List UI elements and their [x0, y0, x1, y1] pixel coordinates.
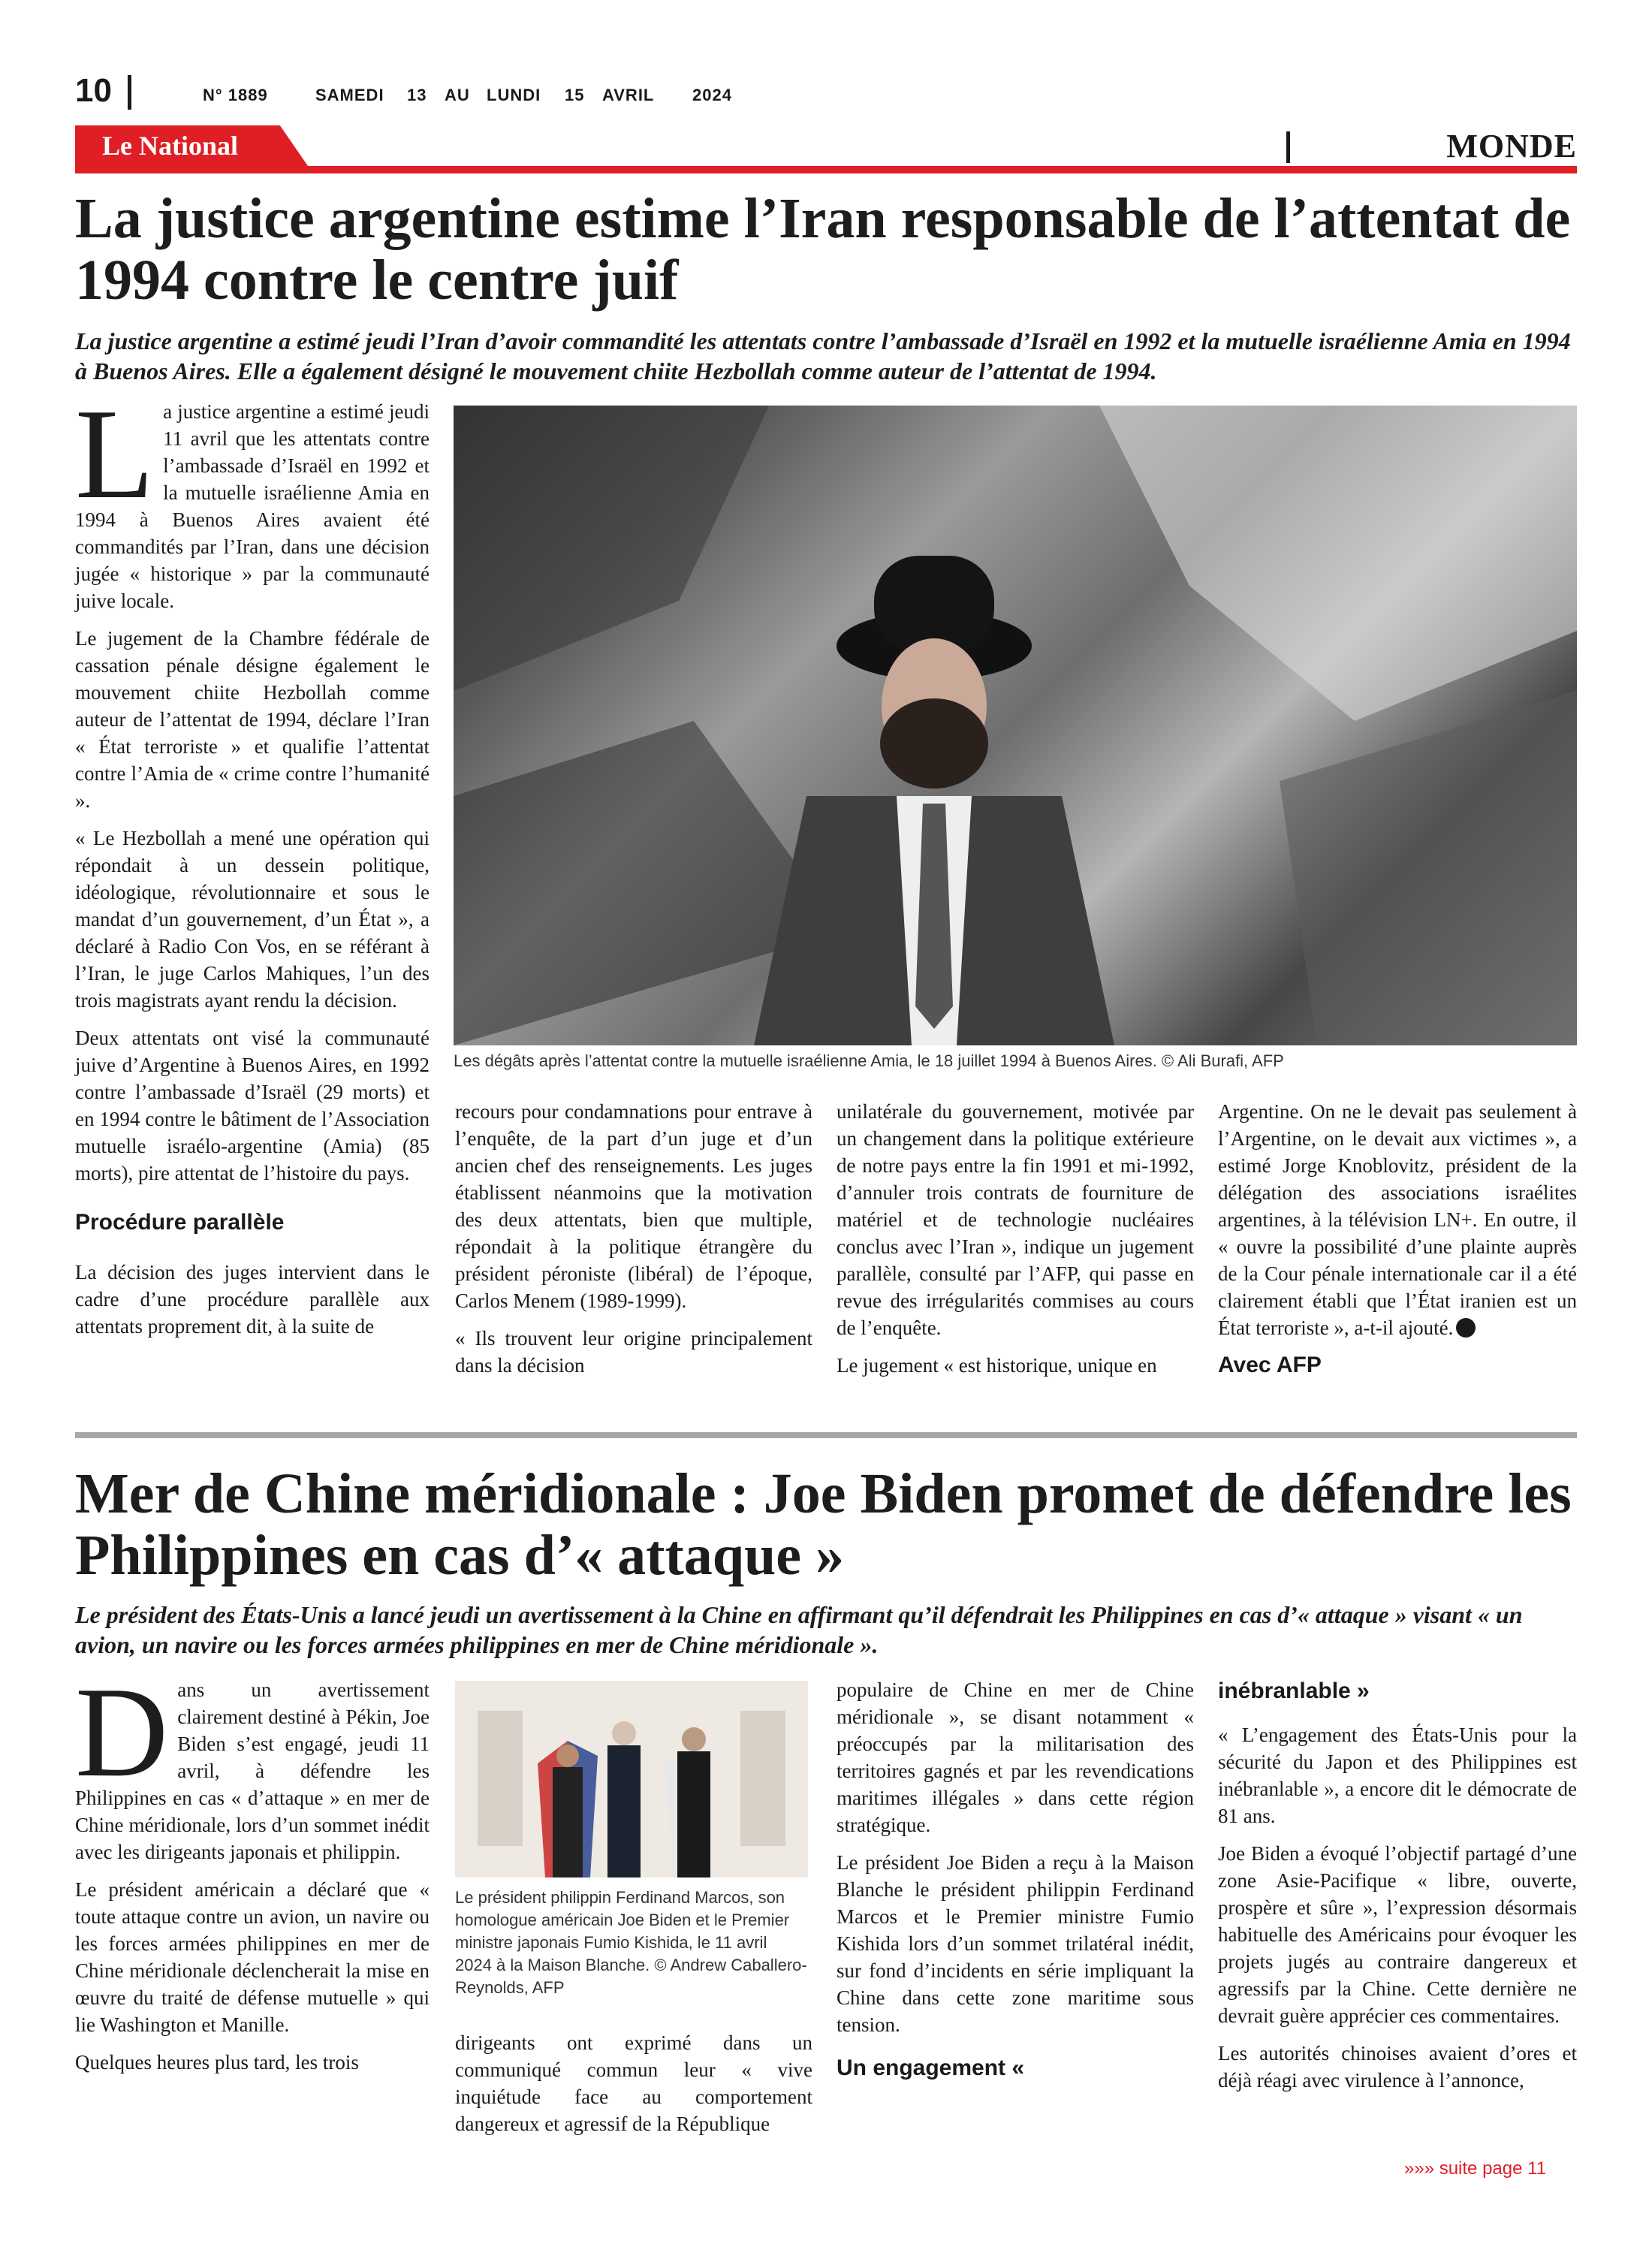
date-day1: SAMEDI	[315, 86, 384, 104]
article1-paragraph: Le jugement « est historique, unique en	[837, 1354, 1157, 1377]
article1-paragraph: « Le Hezbollah a mené une opération qui répondait à un dessein politique, idéologique, révolutionnaire et sous le mandat d’un gouvernement, d’un État », a déclaré à Radio Con Vos, en se référant à l’Iran, le juge Carlos Mahiques, l’un des trois magistrats ayant rendu la décision.	[75, 827, 430, 1012]
section-name: MONDE	[1446, 128, 1577, 164]
rubric-divider	[1286, 131, 1290, 163]
article1-paragraph: recours pour condamnations pour entrave à l’enquête, de la part d’un juge et d’un ancien chef des renseignements. Les juges établissent néanmoins que la motivation des deux attentats, bien que multiple, répondait à la politique étrangère du président péroniste (libéral) de l’époque, Carlos Menem (1989-1999).	[455, 1100, 812, 1312]
rubble-scene-image	[454, 406, 1577, 1045]
article-separator	[75, 1432, 1577, 1438]
article2-lede: Le président des États-Unis a lancé jeudi un avertissement à la Chine en affirmant qu’il défendrait les Philippines en cas d’« attaque » visant « un avion, un navire ou les forces armées philippines en mer de Chine méridionale ».	[75, 1601, 1523, 1658]
article2-title: Mer de Chine méridionale : Joe Biden promet de défendre les Philippines en cas d’« attaque »	[75, 1462, 1572, 1587]
article1-dropcap: L	[75, 383, 155, 526]
article2-paragraph: populaire de Chine en mer de Chine méridionale », se disant notamment « préoccupés par la militarisation des territoires gagnés et par les revendications maritimes illégales » dans cette région stratégique.	[837, 1678, 1194, 1836]
article2-paragraph: Joe Biden a évoqué l’objectif partagé d’une zone Asie-Pacifique « libre, ouverte, prospère et sûre », l’expression désormais habituelle des Américains pour évoquer les projets jugés au contraire dangereux et agressifs par la Chine. Cette dernière ne devrait guère apprécier ces commentaires.	[1218, 1842, 1577, 2027]
header-red-rule	[75, 166, 1577, 173]
article1-title: La justice argentine estime l’Iran responsable de l’attentat de 1994 contre le centre juif	[75, 187, 1571, 312]
article1-photo	[454, 406, 1577, 1045]
end-of-article-mark	[1456, 1318, 1476, 1338]
article2-title-block	[75, 1463, 1577, 1586]
section-band	[75, 125, 1577, 176]
article1-paragraph: La décision des juges intervient dans le cadre d’une procédure parallèle aux attentats proprement dit, à la suite de	[75, 1261, 430, 1338]
article2-paragraph: « L’engagement des États-Unis pour la sécurité du Japon et des Philippines est inébranlable », a encore dit le démocrate de 81 ans.	[1218, 1724, 1577, 1827]
article1-photo-caption: Les dégâts après l’attentat contre la mutuelle israélienne Amia, le 18 juillet 1994 à Buenos Aires. © Ali Burafi, AFP	[454, 1051, 1284, 1070]
article1-subheading: Procédure parallèle	[75, 1210, 285, 1235]
article2-photo	[455, 1681, 808, 1878]
page-number: 10	[75, 72, 112, 109]
article2-photo-caption: Le président philippin Ferdinand Marcos, son homologue américain Joe Biden et le Premier ministre japonais Fumio Kishida, le 11 avril 2024 à la Maison Blanche. © Andrew Caballero-Reynolds, AFP	[455, 1888, 807, 1997]
article2-paragraph: Les autorités chinoises avaient d’ores et déjà réagi avec virulence à l’annonce,	[1218, 2042, 1577, 2092]
brand-logo: Le National	[102, 131, 239, 161]
article1-paragraph: « Ils trouvent leur origine principalement dans la décision	[455, 1327, 812, 1377]
date-year: 2024	[692, 86, 732, 104]
article2-dropcap: D	[75, 1661, 169, 1804]
article2-column-4	[1218, 1676, 1577, 2104]
article2-paragraph: dirigeants ont exprimé dans un communiqué commun leur « vive inquiétude face au comportement dangereux et agressif de la République	[455, 2031, 812, 2135]
article2-paragraph: Le président Joe Biden a reçu à la Maison Blanche le président philippin Ferdinand Marcos et le Premier ministre Fumio Kishida lors d’un sommet trilatéral inédit, sur fond d’incidents en série impliquant la Chine dans cette zone maritime sous tension.	[837, 1851, 1194, 2036]
article2-column-1	[75, 1661, 430, 2086]
date-au: AU	[445, 86, 470, 104]
article1-lede: La justice argentine a estimé jeudi l’Iran d’avoir commandité les attentats contre l’ambassade d’Israël en 1992 et la mutuelle israélienne Amia en 1994 à Buenos Aires. Elle a également désigné le mouvement chiite Hezbollah comme auteur de l’attentat de 1994.	[75, 327, 1571, 385]
article2-column-2	[455, 2029, 812, 2148]
article2-subheading: inébranlable »	[1218, 1678, 1370, 1703]
article1-paragraph: Argentine. On ne le devait pas seulement à l’Argentine, on le devait aux victimes », a estimé Jorge Knoblovitz, président de la délégation des associations israélites argentines, à la télévision LN+. En outre, il « ouvre la possibilité d’une plainte auprès de la Cour pénale internationale car il a été clairement établi que l’État iranien est un État terroriste », a-t-il ajouté.	[1218, 1100, 1577, 1339]
article2-column-3	[837, 1676, 1194, 2082]
article1-paragraph: unilatérale du gouvernement, motivée par un changement dans la politique extérieure de notre pays entre la fin 1991 et mi-1992, d’annuler trois contrats de fourniture de matériel et de technologie nucléaires conclus avec l’Iran », indique un jugement parallèle, consulté par l’AFP, qui passe en revue des irrégularités commises au cours de l’enquête.	[837, 1100, 1194, 1339]
date-num1: 13	[407, 86, 427, 104]
header-divider	[128, 75, 131, 110]
article2-paragraph: Le président américain a déclaré que « toute attaque contre un avion, un navire ou les forces armées philippines en mer de Chine méridionale déclencherait la mise en œuvre du traité de défense mutuelle » qui lie Washington et Manille.	[75, 1878, 430, 2036]
article2-paragraph: Quelques heures plus tard, les trois	[75, 2051, 359, 2074]
article1-column-3	[837, 1098, 1194, 1389]
article1-signature: Avec AFP	[1218, 1353, 1322, 1377]
article2-subheading: Un engagement «	[837, 2055, 1025, 2080]
date-month: AVRIL	[602, 86, 655, 104]
article1-column-4	[1218, 1098, 1577, 1379]
issue-number: N° 1889	[203, 86, 268, 104]
article2-paragraph: ans un avertissement clairement destiné à Pékin, Joe Biden s’est engagé, jeudi 11 avril, à défendre les Philippines en cas « d’attaque » en mer de Chine méridionale, lors d’un sommet inédit avec les dirigeants japonais et philippin.	[75, 1678, 430, 1863]
leaders-photo-image	[455, 1681, 808, 1878]
continued-on-page-link[interactable]: »»» suite page 11	[1404, 2158, 1547, 2179]
page-header	[75, 72, 1577, 110]
article1-column-2	[455, 1098, 812, 1389]
date-day2: LUNDI	[487, 86, 541, 104]
article1-paragraph: a justice argentine a estimé jeudi 11 avril que les attentats contre l’ambassade d’Israël en 1992 et la mutuelle israélienne Amia en 1994 à Buenos Aires avaient été commandités par l’Iran, dans une décision jugée « historique » par la communauté juive locale.	[75, 400, 430, 612]
date-num2: 15	[565, 86, 585, 104]
article1-paragraph: Deux attentats ont visé la communauté juive d’Argentine à Buenos Aires, en 1992 contre l’ambassade d’Israël (29 morts) et en 1994 contre le bâtiment de l’Association mutuelle israélo-argentine (Amia) (85 morts), pire attentat de l’histoire du pays.	[75, 1027, 430, 1184]
article1-paragraph: Le jugement de la Chambre fédérale de cassation pénale désigne également le mouvement chiite Hezbollah comme auteur de l’attentat de 1994, déclare l’Iran « État terroriste » et qualifie l’attentat contre l’Amia de « crime contre l’humanité ».	[75, 627, 430, 812]
article1-title-block	[75, 188, 1577, 311]
article1-column-1	[75, 383, 430, 1350]
